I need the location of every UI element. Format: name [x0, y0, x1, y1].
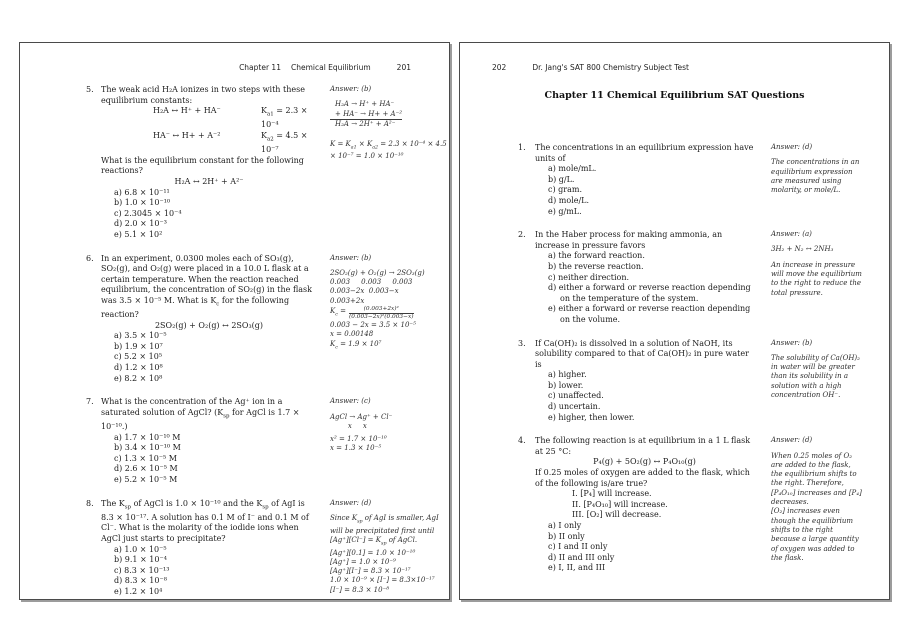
option-e: e) either a forward or reverse reaction depending on the volume.: [548, 304, 751, 324]
right-page: [459, 42, 890, 600]
runhead-book-title: Dr. Jang's SAT 800 Chemistry Subject Test: [532, 63, 689, 72]
option-e: e) higher, then lower.: [548, 412, 635, 422]
question-block-7: [86, 397, 454, 485]
answer-work-line: 0.003−2x 0.003−x: [330, 287, 399, 296]
answer-column: [771, 339, 863, 424]
answer-work-line: x = 0.00148: [330, 330, 374, 339]
option-d: d) uncertain.: [548, 402, 601, 412]
option-c: c) 2.3045 × 10⁻⁴: [114, 208, 182, 218]
answer-work-line: H₂A → H⁺ + HA⁻: [335, 100, 395, 109]
answer-label: Answer: (d): [330, 498, 372, 507]
answer-work-line: 0.003 0.003 0.003: [330, 278, 413, 287]
question-text: The $K_{sp}$ of AgCl is 1.0 × 10⁻¹⁰ and the $K_{sp}$ of AgI is 8.3 × 10⁻¹⁷. A solution has 0.1 M of I⁻ and 0.1 M of Cl⁻. What is the molarity of the iodide ions when AgCl just starts to precipitate?: [101, 498, 309, 543]
answer-work-line: [Ag⁺][I⁻] = 8.3 × 10⁻¹⁷: [330, 567, 411, 576]
answer-explanation: The concentrations in an equilibrium expression are measured using molarity, or mole/L.: [771, 158, 860, 195]
option-b: b) 1.9 × 10⁷: [114, 341, 163, 351]
option-d: d) 8.3 × 10⁻⁸: [114, 576, 167, 586]
answer-explanation: The solubility of Ca(OH)₂ in water will be greater than its solubility in a solution with a high concentration OH⁻.: [771, 353, 860, 399]
option-a: a) mole/mL.: [548, 164, 597, 174]
answer-column: [771, 230, 863, 325]
runhead-chapter: Chapter 11: [239, 63, 281, 72]
option-b: b) the reverse reaction.: [548, 261, 644, 271]
question-number: 1.: [518, 143, 526, 152]
answer-work-line: $K_c = 1.9 \times 10^7$: [330, 339, 382, 350]
answer-column: [330, 499, 449, 598]
question-body: [535, 436, 754, 574]
option-e: e) g/mL.: [548, 206, 582, 216]
answer-label: Answer: (b): [330, 253, 372, 262]
question-number: 7.: [86, 397, 94, 407]
option-d: d) 1.2 × 10⁸: [114, 363, 163, 373]
answer-work-line: x = 1.3 × 10⁻⁵: [330, 444, 382, 453]
answer-column: [330, 85, 449, 241]
answer-equation: 3H₂ + N₂ ↔ 2NH₃: [771, 245, 834, 254]
answer-work-line: AgCl → Ag⁺ + Cl⁻: [330, 412, 393, 421]
option-c: c) neither direction.: [548, 272, 630, 282]
answer-explanation: An increase in pressure will move the equilibrium to the right to reduce the total pressure.: [771, 260, 862, 297]
statement-I: I. [P₄] will increase.: [572, 489, 652, 499]
question-body: [101, 499, 317, 598]
equation-constant: $K_{a1} = 2.3 \times 10^{-4}$: [261, 106, 308, 130]
question-text: What is the concentration of the Ag⁺ ion in a saturated solution of AgCl? ($K_{sp}$ for AgCl is 1.7 × 10⁻¹⁰.): [101, 397, 300, 431]
question-number: 2.: [518, 230, 526, 240]
answer-column: [330, 254, 449, 385]
option-a: a) 6.8 × 10⁻¹¹: [114, 187, 170, 197]
answer-label: Answer: (d): [771, 143, 813, 151]
answer-label: Answer: (b): [771, 338, 813, 347]
option-d: d) mole/L.: [548, 195, 590, 205]
equation: 2SO₂(g) + O₂(g) ↔ 2SO₃(g): [154, 320, 264, 330]
option-e: e) 5.1 × 10²: [114, 229, 163, 239]
answer-label: Answer: (a): [771, 230, 812, 239]
question-text: In an experiment, 0.0300 moles each of SO₃(g), SO₂(g), and O₂(g) were placed in a 10.0 L flask at a certain temperature. When the reaction reached equilibrium, the concentration of SO₂(g) in the flask was 3.5 × 10⁻⁵ M. What is $K_c$ for the following reaction?: [101, 253, 312, 320]
answer-work-line: [Ag⁺][0.1] = 1.0 × 10⁻¹⁰: [330, 548, 416, 557]
kc-fraction: [330, 306, 449, 321]
option-a: a) the forward reaction.: [548, 251, 645, 261]
option-d: d) either a forward or reverse reaction depending on the temperature of the system.: [548, 283, 751, 303]
option-a: a) 1.0 × 10⁻⁵: [114, 544, 167, 554]
fraction-numerator: (0.003+2x)²: [363, 305, 399, 312]
fraction: [349, 306, 414, 321]
option-b: b) 1.0 × 10⁻¹⁰: [114, 198, 171, 208]
equation: H₂A ↔ H⁺ + HA⁻: [153, 106, 221, 116]
question-block-1: [518, 143, 880, 217]
option-c: c) 5.2 × 10⁵: [114, 352, 163, 362]
option-e: e) 8.2 × 10⁸: [114, 373, 163, 383]
question-number: 6.: [86, 253, 94, 263]
statement-II: II. [P₄O₁₀] will increase.: [572, 499, 668, 509]
answer-column: [771, 436, 863, 574]
question-block-6: [86, 254, 454, 385]
question-text: The weak acid H₂A ionizes in two steps with these equilibrium constants:: [101, 85, 305, 105]
question-number: 8.: [86, 498, 94, 508]
option-d: d) 2.6 × 10⁻⁵ M: [114, 464, 178, 474]
question-body: [535, 339, 754, 424]
left-running-head: [239, 63, 411, 72]
right-running-head: [492, 63, 689, 72]
answer-work-line: 2SO₂(g) + O₂(g) → 2SO₃(g): [330, 268, 425, 277]
question-block-8: [86, 499, 454, 598]
option-c: c) 8.3 × 10⁻¹³: [114, 565, 170, 575]
option-c: c) gram.: [548, 185, 582, 195]
equation: P₄(g) + 5O₂(g) ↔ P₄O₁₀(g): [593, 457, 696, 467]
option-e: e) I, II, and III: [548, 563, 606, 573]
equation-constant: $K_{a2} = 4.5 \times 10^{-7}$: [261, 130, 308, 155]
answer-work-line: 0.003+2x: [330, 296, 365, 305]
answer-work-line: x² = 1.7 × 10⁻¹⁰: [330, 435, 387, 444]
statement-III: III. [O₂] will decrease.: [572, 510, 662, 520]
option-a: a) I only: [548, 521, 582, 530]
answer-work-line: x x: [330, 421, 367, 430]
answer-column: [771, 143, 863, 217]
question-text: In the Haber process for making ammonia, an increase in pressure favors: [535, 230, 723, 250]
runhead-section: Chemical Equilibrium: [290, 63, 371, 72]
equation-row: [101, 131, 317, 156]
page-number-right: 202: [492, 63, 507, 72]
answer-work-line: [Ag⁺] = 1.0 × 10⁻⁹: [330, 557, 396, 566]
left-content: [86, 85, 454, 611]
option-b: b) 3.4 × 10⁻¹⁰ M: [114, 443, 181, 453]
question-block-2: [518, 230, 880, 325]
right-content: [518, 143, 880, 587]
question-body: [535, 230, 754, 325]
question-number: 5.: [86, 85, 94, 94]
option-b: b) II only: [548, 531, 585, 541]
option-b: b) g/L.: [548, 174, 575, 184]
question-body: [101, 397, 317, 485]
left-page: [19, 42, 450, 600]
question-block-4: [518, 436, 880, 574]
answer-work-line: H₂A → 2H⁺ + A²⁻: [335, 120, 396, 129]
answer-work-line: $K = K_{a1} \times K_{a2} = 2.3 \times 10^{-4} \times 4.5 \times 10^{-7} = 1.0 \times 10^{-10}$: [330, 139, 447, 161]
answer-work-line: 1.0 × 10⁻⁹ × [I⁻] = 8.3×10⁻¹⁷: [330, 576, 435, 585]
fraction-lead: $K_c$ =: [330, 307, 346, 318]
answer-column: [330, 397, 449, 485]
option-c: c) unaffected.: [548, 391, 604, 401]
question-text: The following reaction is at equilibrium in a 1 L flask at 25 °C:: [535, 436, 751, 456]
question-body: [101, 254, 317, 385]
answer-work-line: + HA⁻ → H+ + A⁻²: [330, 110, 402, 121]
question-number: 4.: [518, 436, 526, 446]
chapter-title: Chapter 11 Chemical Equilibrium SAT Questions: [544, 90, 805, 101]
equation-row: [101, 106, 317, 131]
answer-label: Answer: (c): [330, 397, 371, 406]
option-c: c) 1.3 × 10⁻⁵ M: [114, 453, 177, 463]
equation: HA⁻ ↔ H+ + A⁻²: [153, 130, 221, 140]
question-text: If 0.25 moles of oxygen are added to the flask, which of the following is/are true?: [535, 468, 750, 488]
option-a: a) 1.7 × 10⁻¹⁰ M: [114, 432, 181, 442]
option-c: c) I and II only: [548, 542, 608, 552]
question-number: 3.: [518, 338, 526, 348]
question-block-5: [86, 85, 454, 241]
answer-label: Answer: (b): [330, 85, 372, 93]
question-text: If Ca(OH)₂ is dissolved in a solution of NaOH, its solubility compared to that of Ca(OH)₂ in pure water is: [535, 338, 749, 369]
option-d: d) 2.0 × 10⁻³: [114, 219, 167, 229]
fraction-denominator: (0.003−2x)²(0.003−x): [349, 313, 414, 320]
answer-work-line: [I⁻] = 8.3 × 10⁻⁸: [330, 585, 390, 594]
option-b: b) 9.1 × 10⁻⁴: [114, 555, 167, 565]
answer-label: Answer: (d): [771, 436, 813, 445]
question-text: The concentrations in an equilibrium expression have units of: [535, 143, 754, 163]
answer-work-line: Since $K_{sp}$ of AgI is smaller, AgI will be precipitated first until $[Ag^+][Cl^-] = K_{sp}$ of AgCl.: [330, 513, 439, 547]
option-a: a) higher.: [548, 370, 587, 380]
answer-explanation: When 0.25 moles of O₂ are added to the flask, the equilibrium shifts to the right. Therefore, [P₄O₁₀] increases and [P₄] decreases.: [771, 451, 862, 507]
page-number-left: 201: [396, 63, 411, 72]
option-e: e) 1.2 × 10⁴: [114, 586, 163, 596]
option-a: a) 3.5 × 10⁻⁵: [114, 331, 167, 341]
option-b: b) lower.: [548, 380, 584, 390]
question-block-3: [518, 339, 880, 424]
question-text: What is the equilibrium constant for the following reactions?: [101, 155, 304, 176]
option-d: d) II and III only: [548, 552, 615, 562]
equation: H₂A ↔ 2H⁺ + A²⁻: [174, 176, 244, 186]
question-body: [101, 85, 317, 241]
option-e: e) 5.2 × 10⁻⁵ M: [114, 474, 178, 484]
question-body: [535, 143, 754, 217]
answer-explanation: [O₂] increases even though the equilibrium shifts to the right because a large quantity of oxygen was added to the flask.: [771, 507, 859, 562]
answer-work-line: 0.003 − 2x = 3.5 × 10⁻⁵: [330, 320, 416, 329]
